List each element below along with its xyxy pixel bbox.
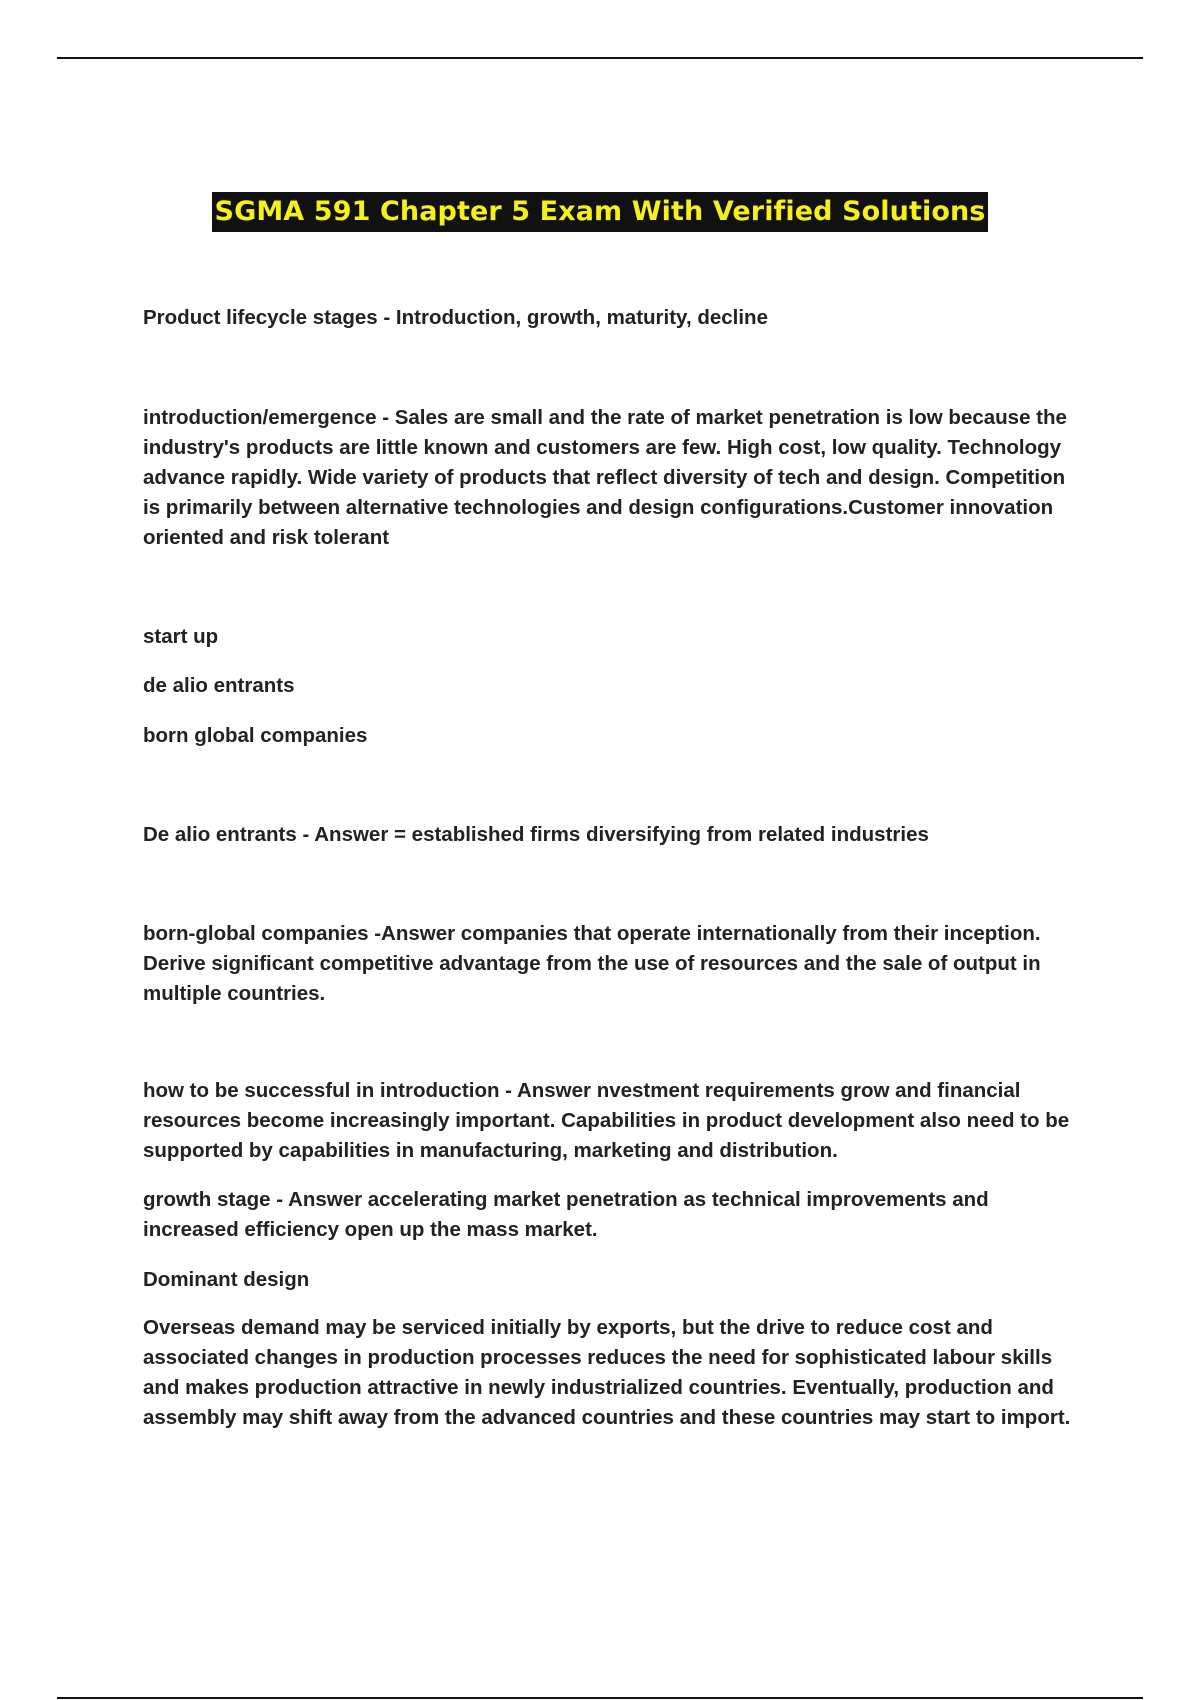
paragraph-lifecycle-stages: Product lifecycle stages - Introduction, growth, maturity, decline (143, 306, 768, 329)
paragraph-born-global-answer: born-global companies -Answer companies that operate internationally from their inception. Derive significant competitive advantage from the use of resources and the sale of output in multiple countries. (143, 922, 1041, 1005)
top-rule (57, 57, 1143, 59)
paragraph-success-introduction: how to be successful in introduction - Answer nvestment requirements grow and financial resources become increasingly important. Capabilities in product development also need to be supported by capabilities in manufacturing, marketing and distribution. (143, 1079, 1070, 1162)
document-title: SGMA 591 Chapter 5 Exam With Verified Solutions (212, 192, 989, 232)
bottom-rule (57, 1697, 1143, 1699)
paragraph-de-alio-answer: De alio entrants - Answer = established firms diversifying from related industries (143, 823, 929, 846)
paragraph-growth-stage: growth stage - Answer accelerating market penetration as technical improvements and increased efficiency open up the mass market. (143, 1188, 989, 1241)
paragraph-de-alio-entrants-item: de alio entrants (143, 674, 295, 697)
paragraph-dominant-design: Dominant design (143, 1268, 310, 1291)
title-container (0, 192, 1200, 232)
paragraph-born-global-item: born global companies (143, 724, 368, 747)
paragraph-introduction-emergence: introduction/emergence - Sales are small and the rate of market penetration is low because the industry's products are little known and customers are few. High cost, low quality. Technology advance rapidly. Wide variety of products that reflect diversity of tech and design. Competition is primarily between alternative technologies and design configurations.Customer innovation oriented and risk tolerant (143, 406, 1067, 549)
paragraph-overseas-demand: Overseas demand may be serviced initially by exports, but the drive to reduce cost and associated changes in production processes reduces the need for sophisticated labour skills and makes production attractive in newly industrialized countries. Eventually, production and assembly may shift away from the advanced countries and these countries may start to import. (143, 1316, 1071, 1429)
paragraph-start-up: start up (143, 625, 219, 648)
